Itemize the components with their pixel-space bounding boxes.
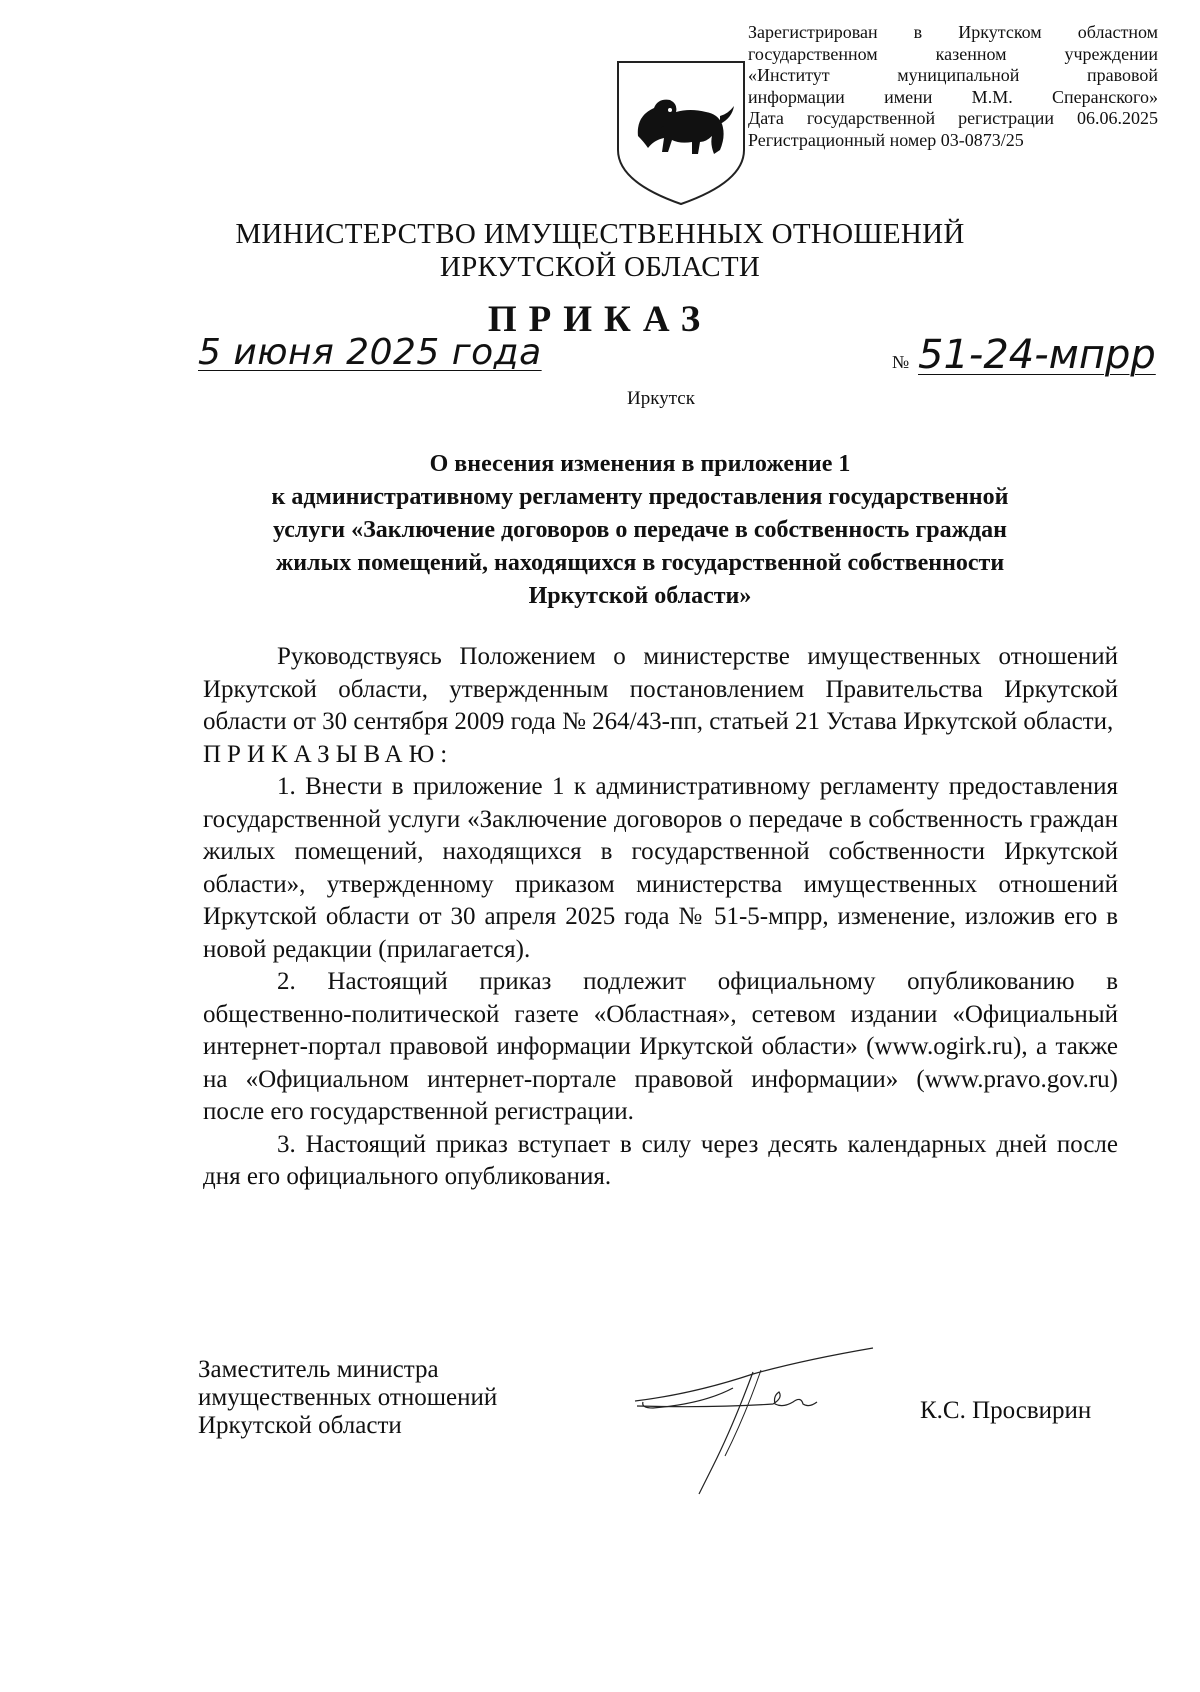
city: Иркутск xyxy=(627,388,695,409)
order-item-3: 3. Настоящий приказ вступает в силу через десять календарных дней после дня его официального опубликования. xyxy=(203,1130,1118,1190)
registration-stamp xyxy=(748,22,1158,151)
registration-line: «Институт муниципальной правовой xyxy=(748,65,1158,85)
directive: ПРИКАЗЫВАЮ: xyxy=(203,740,454,768)
order-number: 51-24-мпрр xyxy=(918,332,1156,378)
preamble-paragraph: Руководствуясь Положением о министерстве имущественных отношений Иркутской области, утвержденным постановлением Правительства Иркутской области от 30 сентября 2009 года № 264/43-пп, статьей 21 Устава Иркутской области, xyxy=(203,643,1118,735)
signatory-name: К.С. Просвирин xyxy=(920,1397,1092,1424)
ministry-name-line1: МИНИСТЕРСТВО ИМУЩЕСТВЕННЫХ ОТНОШЕНИЙ xyxy=(235,218,965,250)
order-title-line: к административному регламенту предоставления государственной xyxy=(271,484,1009,510)
signatory-position-line3: Иркутской области xyxy=(198,1412,402,1439)
signatory-position-line1: Заместитель министра xyxy=(198,1356,439,1383)
order-body xyxy=(203,641,1118,1194)
order-number-label: № xyxy=(892,352,910,372)
registration-date: Дата государственной регистрации 06.06.2025 xyxy=(748,108,1158,128)
order-item-1: 1. Внести в приложение 1 к административному регламенту предоставления государственной услуги «Заключение договоров о передаче в собственность граждан жилых помещений, находящихся в государственной собственности Иркутской области», утвержденному приказом министерства имущественных отношений Иркутской области от 30 апреля 2025 года № 51-5-мпрр, изменение, изложив его в новой редакции (прилагается). xyxy=(203,773,1118,963)
order-date: 5 июня 2025 года xyxy=(198,332,542,373)
handwritten-signature-icon xyxy=(633,1346,883,1496)
document-type: ПРИКАЗ xyxy=(487,299,713,340)
ministry-name-line2: ИРКУТСКОЙ ОБЛАСТИ xyxy=(439,251,761,283)
registration-line: информации имени М.М. Сперанского» xyxy=(748,86,1158,107)
order-item-2: 2. Настоящий приказ подлежит официальному опубликованию в общественно-политической газете «Областная», сетевом издании «Официальный интернет-портал правовой информации Иркутской области» (www.ogirk.ru), а также на «Официальном интернет-портале правовой информации» (www.pravo.gov.ru) после его государственной регистрации. xyxy=(203,968,1118,1125)
registration-number: Регистрационный номер 03-0873/25 xyxy=(748,129,1024,150)
registration-line: Зарегистрирован в Иркутском областном xyxy=(748,22,1158,42)
order-title-line: жилых помещений, находящихся в государственной собственности xyxy=(275,550,1005,576)
order-title-line: О внесения изменения в приложение 1 xyxy=(429,451,851,477)
ministry-name xyxy=(0,218,1200,284)
coat-of-arms-irkutsk-icon xyxy=(614,58,748,208)
order-title xyxy=(196,448,1084,613)
order-title-line: услуги «Заключение договоров о передаче в собственность граждан xyxy=(273,517,1007,543)
order-title-line: Иркутской области» xyxy=(528,583,752,609)
signatory-position xyxy=(198,1356,497,1440)
signatory-position-line2: имущественных отношений xyxy=(198,1384,498,1411)
registration-line: государственном казенном учреждении xyxy=(748,43,1158,64)
